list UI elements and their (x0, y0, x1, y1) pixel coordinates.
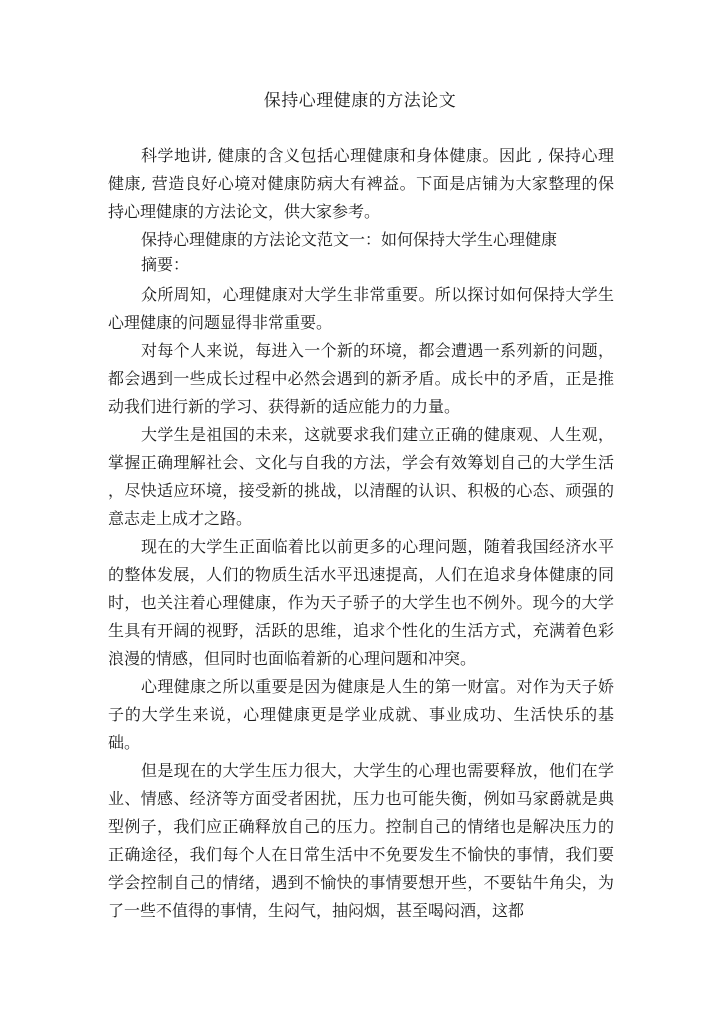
body-paragraph: 对每个人来说，每进入一个新的环境，都会遭遇一系列新的问题，都会遇到一些成长过程中必然会遇到的新矛盾。成长中的矛盾，正是推动我们进行新的学习、获得新的适应能力的力量。 (108, 341, 614, 416)
document-title: 保持心理健康的方法论文 (263, 91, 457, 111)
body-paragraph: 大学生是祖国的未来，这就要求我们建立正确的健康观、人生观，掌握正确理解社会、文化与自我的方法，学会有效筹划自己的大学生活 ，尽快适应环境，接受新的挑战，以清醒的认识、积极的心态、顽强的意志走上成才之路。 (108, 425, 614, 528)
body-paragraph: 众所周知，心理健康对大学生非常重要。所以探讨如何保持大学生心理健康的问题显得非常重要。 (108, 285, 614, 332)
body-paragraph: 心理健康之所以重要是因为健康是人生的第一财富。对作为天子娇子的大学生来说，心理健康更是学业成就、事业成功、生活快乐的基础。 (108, 677, 614, 752)
intro-paragraph: 科学地讲, 健康的含义包括心理健康和身体健康。因此 , 保持心理健康, 营造良好心境对健康防病大有裨益。下面是店铺为大家整理的保持心理健康的方法论文，供大家参考。 (108, 146, 614, 221)
section-heading: 保持心理健康的方法论文范文一：如何保持大学生心理健康 (141, 230, 558, 249)
body-paragraph: 但是现在的大学生压力很大，大学生的心理也需要释放，他们在学业、情感、经济等方面受者困扰，压力也可能失衡，例如马家爵就是典型例子，我们应正确释放自己的压力。控制自己的情绪也是解决压力的正确途径，我们每个人在日常生活中不免要发生不愉快的事情，我们要学会控制自己的情绪，遇到不愉快的事情要想开些，不要钻牛角尖，为了一些不值得的事情，生闷气，抽闷烟，甚至喝闷酒，这都 (108, 761, 614, 920)
body-paragraph: 现在的大学生正面临着比以前更多的心理问题，随着我国经济水平的整体发展，人们的物质生活水平迅速提高，人们在追求身体健康的同时，也关注着心理健康，作为天子骄子的大学生也不例外。现今的大学生具有开阔的视野，活跃的思维，追求个性化的生活方式，充满着色彩浪漫的情感，但同时也面临着新的心理问题和冲突。 (108, 537, 614, 668)
abstract-label: 摘要： (141, 255, 190, 274)
